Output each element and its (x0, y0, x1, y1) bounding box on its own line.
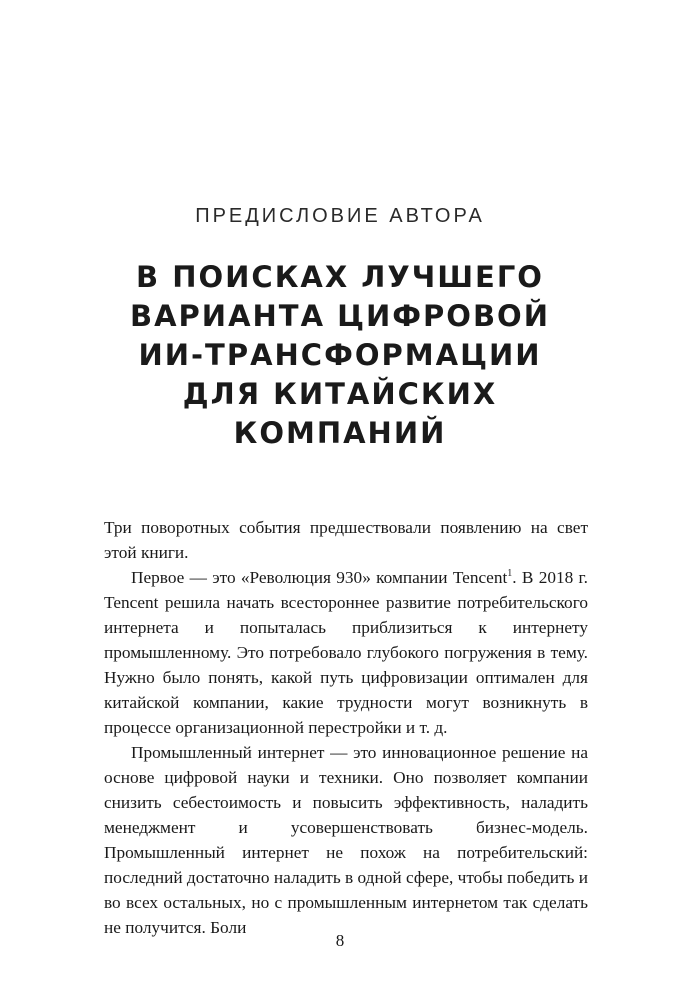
chapter-title-line: ИИ-ТРАНСФОРМАЦИИ (138, 338, 542, 372)
body-text (104, 515, 588, 940)
chapter-title-line: ДЛЯ КИТАЙСКИХ (182, 377, 498, 411)
chapter-title-line: ВАРИАНТА ЦИФРОВОЙ (130, 299, 550, 333)
paragraph (104, 565, 588, 740)
paragraph: Промышленный интернет — это инновационное решение на основе цифровой науки и техники. Оно позволяет компании снизить себестоимость и повысить эффективность, наладить менеджмент и усовершенствовать бизнес-модель. Промышленный интернет не похож на потребительский: последний достаточно наладить в одной сфере, чтобы победить и во всех остальных, но с промышленным интернетом так сделать не получится. Боли (104, 743, 588, 937)
section-label: ПРЕДИСЛОВИЕ АВТОРА (195, 205, 485, 227)
chapter-title (100, 258, 580, 453)
footnote-marker: 1 (507, 568, 513, 580)
paragraph: Три поворотных события предшествовали появлению на свет этой книги. (104, 518, 588, 562)
chapter-title-line: КОМПАНИЙ (233, 416, 447, 450)
paragraph-text: . В 2018 г. Tencent решила начать всестороннее развитие потребительского интернета и попыталась приблизиться к интернету промышленному. Это потребовало глубокого погружения в тему. Нужно было понять, какой путь цифровизации оптимален для китайской компании, какие трудности могут возникнуть в процессе организационной перестройки и т. д. (104, 568, 588, 737)
page-number: 8 (335, 931, 345, 950)
chapter-title-line: В ПОИСКАХ ЛУЧШЕГО (136, 260, 544, 294)
paragraph-text: Первое — это «Революция 930» компании Tencent (131, 568, 508, 587)
